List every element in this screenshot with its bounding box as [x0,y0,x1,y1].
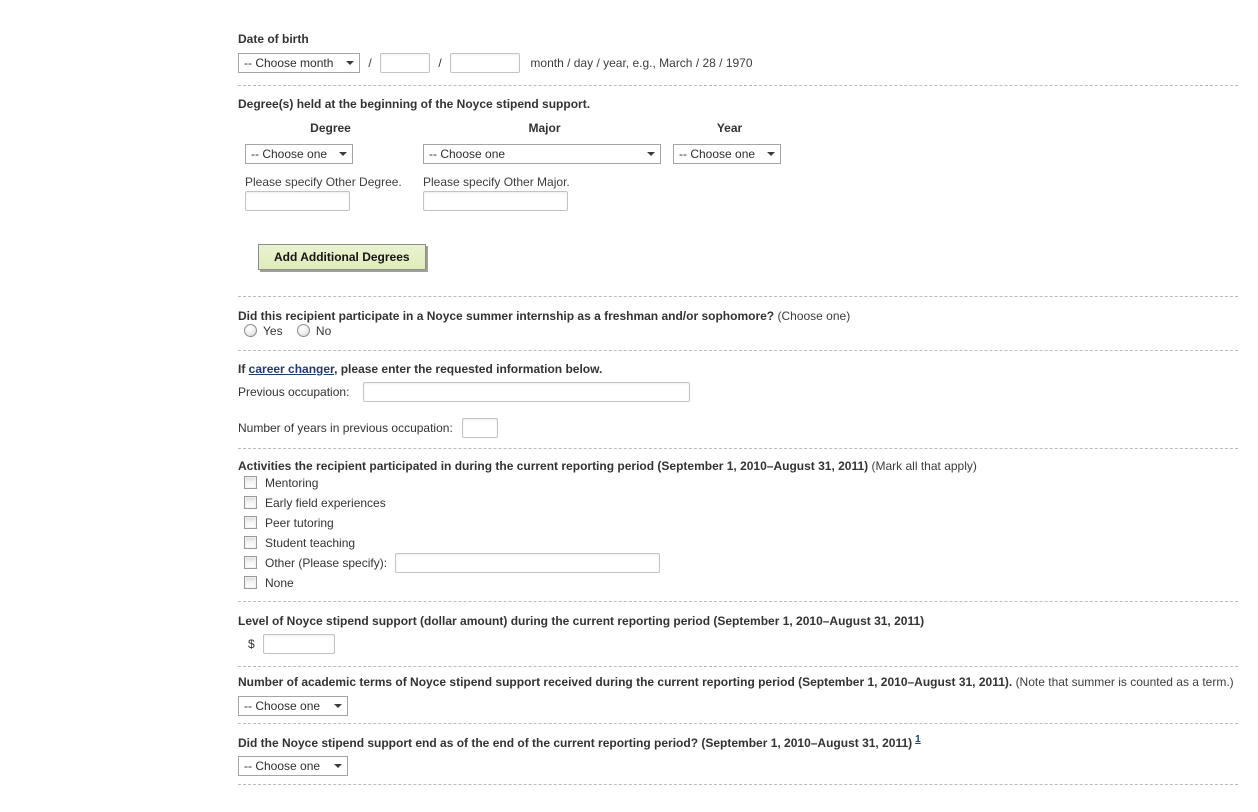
section-career-changer [238,351,1238,449]
other-activity-label[interactable]: Other (Please specify): [265,555,388,570]
stipend-amount-input[interactable] [263,634,335,654]
none-activity-label[interactable]: None [265,575,294,590]
spacer-cell [666,191,786,211]
internship-question-line [238,309,1238,323]
activity-row-early-field [238,493,1238,513]
career-suffix: , please enter the requested information below. [334,361,603,376]
birth-month-select[interactable] [238,53,360,73]
internship-hint: (Choose one) [777,309,851,323]
degree-select-value: -- Choose one [251,147,328,161]
internship-question: Did this recipient participate in a Noyce summer internship as a freshman and/or sophomore? [238,309,775,323]
internship-options [238,323,1238,338]
degrees-heading: Degree(s) held at the beginning of the Noyce stipend support. [238,97,591,111]
date-slash: / [368,56,372,70]
mentoring-label[interactable]: Mentoring [265,475,319,490]
years-previous-occupation-input[interactable] [462,418,498,438]
activity-row-peer-tutoring [238,513,1238,533]
early-field-experiences-checkbox[interactable] [244,496,257,509]
internship-yes-label[interactable]: Yes [263,323,283,338]
date-format-hint: month / day / year, e.g., March / 28 / 1970 [530,56,753,70]
other-degree-input[interactable] [245,191,350,211]
academic-terms-select-value: -- Choose one [244,698,321,713]
date-of-birth-label: Date of birth [238,32,309,46]
previous-occupation-input[interactable] [363,382,690,402]
peer-tutoring-checkbox[interactable] [244,516,257,529]
stipend-end-question-line [238,734,1238,750]
major-column-header: Major [528,121,561,135]
birth-month-select-value: -- Choose month [244,56,334,70]
career-changer-heading [238,362,1238,376]
footnote-1-link[interactable]: 1 [915,733,921,745]
years-previous-occupation-row [238,418,1238,438]
previous-occupation-label: Previous occupation: [238,384,350,399]
dollar-sign: $ [248,636,255,651]
date-of-birth-row [238,53,1238,73]
dropdown-arrow-icon [346,61,354,65]
major-select[interactable] [423,144,661,164]
activity-row-none [238,573,1238,593]
degrees-table [238,121,1238,211]
stipend-end-select-value: -- Choose one [244,758,321,773]
career-prefix: If [238,361,249,376]
academic-terms-hint: (Note that summer is counted as a term.) [1015,674,1234,689]
stipend-amount-row [238,634,1238,654]
activities-question: Activities the recipient participated in during the current reporting period (September 1, 2010–August 31, 2011) [238,458,869,473]
none-activity-checkbox[interactable] [244,576,257,589]
other-activity-checkbox[interactable] [244,556,257,569]
dropdown-arrow-icon [334,764,342,768]
activity-row-other [238,553,1238,573]
section-stipend-level [238,602,1238,667]
stipend-end-question: Did the Noyce stipend support end as of the end of the current reporting period? (September 1, 2010–August 31, 2011) [238,735,913,750]
noyce-recipient-form [238,0,1238,785]
degree-select[interactable] [245,144,353,164]
years-previous-occupation-label: Number of years in previous occupation: [238,420,453,435]
internship-yes-radio[interactable] [244,324,257,337]
spacer-cell [666,175,786,191]
section-stipend-end [238,724,1238,785]
section-degrees [238,86,1238,297]
date-slash: / [438,56,442,70]
stipend-end-select[interactable] [238,756,348,776]
previous-occupation-row [238,382,1238,402]
section-summer-internship [238,297,1238,351]
student-teaching-checkbox[interactable] [244,536,257,549]
early-field-experiences-label[interactable]: Early field experiences [265,495,386,510]
internship-no-label[interactable]: No [315,323,332,338]
section-activities [238,449,1238,602]
degree-select-cell [238,144,416,175]
add-additional-degrees-button[interactable]: Add Additional Degrees [258,244,426,270]
year-column-header: Year [716,121,743,135]
other-major-cell [416,191,666,211]
academic-terms-question: Number of academic terms of Noyce stipend support received during the current reporting period (September 1, 2010–August 31, 2011). [238,674,1013,689]
activities-question-line [238,459,1238,473]
birth-year-input[interactable] [450,53,520,73]
academic-terms-question-line [238,675,1238,690]
student-teaching-label[interactable]: Student teaching [265,535,356,550]
dropdown-arrow-icon [334,704,342,708]
degree-year-select[interactable] [673,144,781,164]
degree-year-select-value: -- Choose one [679,147,756,161]
other-major-input[interactable] [423,191,568,211]
section-date-of-birth [238,32,1238,86]
dropdown-arrow-icon [767,152,775,156]
major-select-value: -- Choose one [429,147,506,161]
other-degree-cell [238,191,416,211]
other-major-label: Please specify Other Major. [423,175,570,189]
career-changer-link[interactable]: career changer [248,361,335,376]
degree-column-header: Degree [310,121,351,135]
internship-no-radio[interactable] [297,324,310,337]
other-activity-input[interactable] [395,553,660,573]
year-select-cell [666,144,786,175]
major-select-cell [416,144,666,175]
dropdown-arrow-icon [339,152,347,156]
dropdown-arrow-icon [647,152,655,156]
birth-day-input[interactable] [380,53,430,73]
peer-tutoring-label[interactable]: Peer tutoring [265,515,334,530]
section-academic-terms [238,667,1238,724]
activity-row-mentoring [238,473,1238,493]
academic-terms-select[interactable] [238,696,348,716]
activities-hint: (Mark all that apply) [871,458,977,473]
activity-row-student-teaching [238,533,1238,553]
mentoring-checkbox[interactable] [244,476,257,489]
stipend-level-question: Level of Noyce stipend support (dollar amount) during the current reporting period (September 1, 2010–August 31, 2011) [238,613,925,628]
other-degree-label: Please specify Other Degree. [245,175,402,189]
